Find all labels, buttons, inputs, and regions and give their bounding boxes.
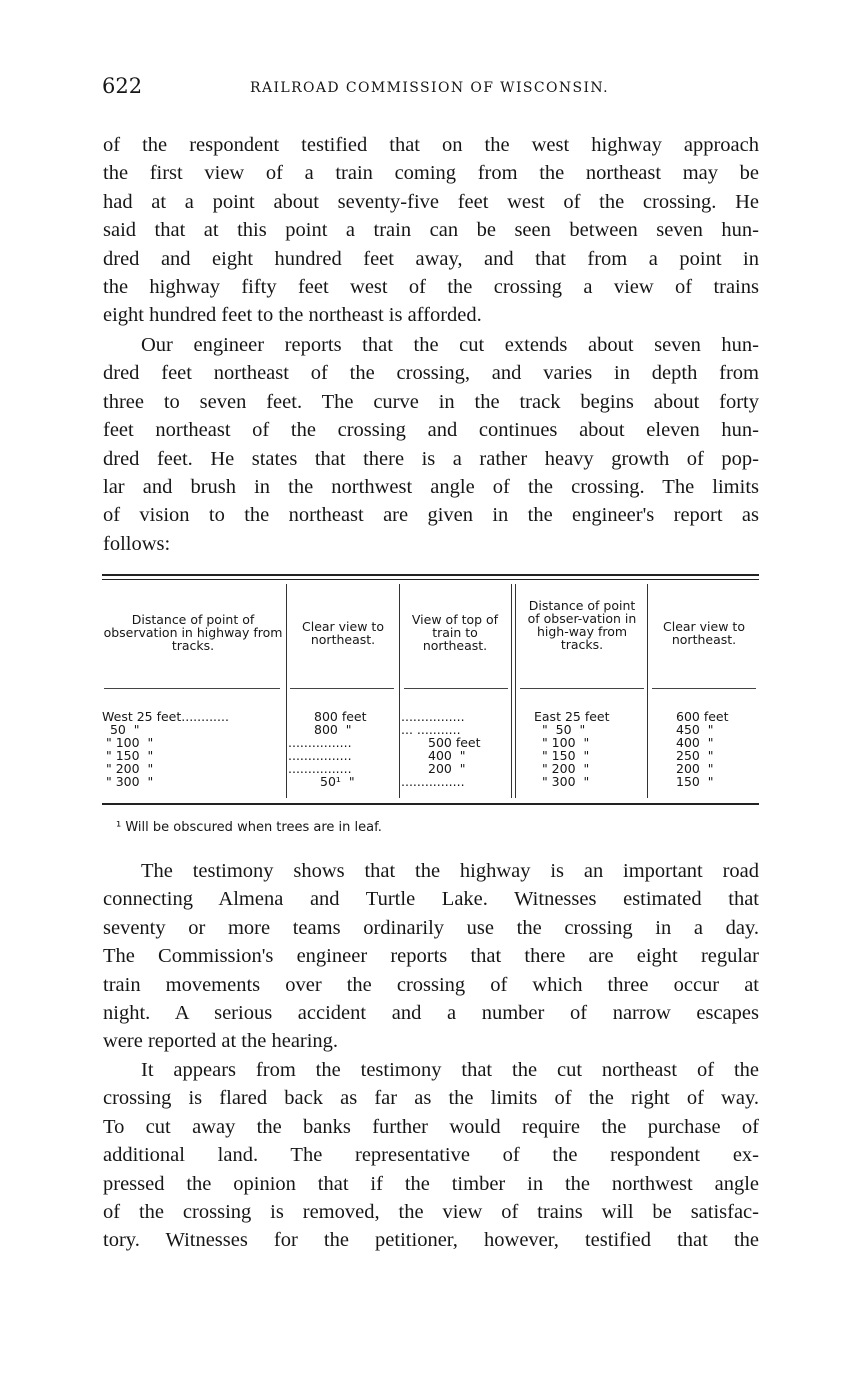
text-line: pressed the opinion that if the timber in the northwest angle [103, 1172, 759, 1195]
text-line: night. A serious accident and a number of narrow escapes [103, 1002, 759, 1025]
text-line: The Commission's engineer reports that there are eight regular [103, 945, 759, 968]
text-line: connecting Almena and Turtle Lake. Witnesses estimated that [103, 888, 759, 911]
table-cell: ................ [401, 709, 465, 724]
table-cell: East 25 feet [534, 709, 610, 724]
page-number: 622 [102, 74, 143, 98]
table-cell: " 50 " [534, 722, 586, 737]
header-distance-west: Distance of point of observation in highway from tracks. [103, 612, 283, 653]
column-divider [511, 584, 512, 798]
table-cell: 200 " [676, 761, 714, 776]
header-clear-view-2: Clear view to northeast. [663, 619, 745, 647]
header-distance-east: Distance of point of obser-vation in high-way from tracks. [527, 598, 637, 652]
text-line: the highway fifty feet west of the crossing a view of trains [103, 276, 759, 299]
column-divider [286, 584, 287, 798]
paragraph-4 [103, 1056, 759, 1255]
text-line: The testimony shows that the highway is an important road [141, 860, 759, 882]
text-line: tory. Witnesses for the petitioner, however, testified that the [103, 1229, 759, 1252]
paragraph-2 [103, 331, 759, 558]
text-line: eight hundred feet to the northeast is afforded. [103, 304, 482, 327]
text-line: train movements over the crossing of which three occur at [103, 973, 759, 996]
table-cell: " 100 " [534, 735, 590, 750]
header-underline [290, 688, 394, 689]
vision-table [102, 574, 759, 806]
column-divider [647, 584, 648, 798]
table-cell: " 200 " [102, 761, 154, 776]
header-underline [520, 688, 644, 689]
text-line: of the crossing is removed, the view of trains will be satisfac- [103, 1201, 759, 1224]
table-cell: 800 " [314, 722, 352, 737]
table-top-rule-thin [102, 579, 759, 580]
table-cell: " 150 " [102, 748, 154, 763]
text-line: of the respondent testified that on the west highway approach [103, 134, 759, 156]
table-cell: 150 " [676, 774, 714, 789]
header-top-of-train: View of top of train to northeast. [411, 612, 499, 653]
text-line: lar and brush in the northwest angle of the crossing. The limits [103, 476, 759, 499]
text-line: of vision to the northeast are given in the engineer's report as [103, 504, 759, 527]
table-cell: 400 " [676, 735, 714, 750]
table-cell: " 300 " [534, 774, 590, 789]
text-line: dred feet. He states that there is a rather heavy growth of pop- [103, 447, 759, 470]
header-underline [104, 688, 280, 689]
page-header [102, 72, 758, 102]
column-divider [515, 584, 516, 798]
table-cell: West 25 feet............ [102, 709, 229, 724]
text-line: follows: [103, 532, 171, 555]
table-cell: " 300 " [102, 774, 154, 789]
table-top-rule [102, 574, 759, 576]
table-cell: ................ [288, 735, 352, 750]
table-cell: ................ [288, 761, 352, 776]
text-line: feet northeast of the crossing and continues about eleven hun- [103, 419, 759, 442]
text-line: were reported at the hearing. [103, 1030, 339, 1053]
table-cell: 600 feet [676, 709, 729, 724]
table-cell: " 150 " [534, 748, 590, 763]
text-line: said that at this point a train can be seen between seven hun- [103, 219, 759, 242]
text-line: three to seven feet. The curve in the track begins about forty [103, 390, 759, 413]
text-line: had at a point about seventy-five feet west of the crossing. He [103, 190, 759, 213]
header-underline [652, 688, 756, 689]
text-line: Our engineer reports that the cut extends about seven hun- [141, 334, 759, 356]
text-line: It appears from the testimony that the cut northeast of the [141, 1059, 759, 1081]
table-cell: 50¹ " [320, 774, 355, 789]
column-divider [399, 584, 400, 798]
header-underline [404, 688, 508, 689]
table-cell: 800 feet [314, 709, 367, 724]
table-cell: 50 " [102, 722, 140, 737]
table-cell: " 100 " [102, 735, 154, 750]
table-cell: " 200 " [534, 761, 590, 776]
text-line: crossing is flared back as far as the limits of the right of way. [103, 1087, 759, 1110]
table-cell: 250 " [676, 748, 714, 763]
table-cell: 200 " [428, 761, 466, 776]
paragraph-3 [103, 857, 759, 1056]
text-line: the first view of a train coming from the northeast may be [103, 162, 759, 185]
paragraph-1 [103, 131, 759, 330]
table-cell: ... ........... [401, 722, 461, 737]
table-cell: 400 " [428, 748, 466, 763]
text-line: dred and eight hundred feet away, and that from a point in [103, 247, 759, 270]
table-bottom-rule [102, 803, 759, 805]
text-line: dred feet northeast of the crossing, and varies in depth from [103, 362, 759, 385]
header-clear-view-1: Clear view to northeast. [302, 619, 384, 647]
table-cell: ................ [288, 748, 352, 763]
table-cell: 450 " [676, 722, 714, 737]
text-line: seventy or more teams ordinarily use the crossing in a day. [103, 916, 759, 939]
table-cell: 500 feet [428, 735, 481, 750]
table-cell: ................ [401, 774, 465, 789]
table-footnote: ¹ Will be obscured when trees are in leaf. [116, 820, 382, 835]
text-line: To cut away the banks further would require the purchase of [103, 1115, 759, 1138]
running-title: RAILROAD COMMISSION OF WISCONSIN. [250, 80, 610, 96]
text-line: additional land. The representative of the respondent ex- [103, 1144, 759, 1167]
